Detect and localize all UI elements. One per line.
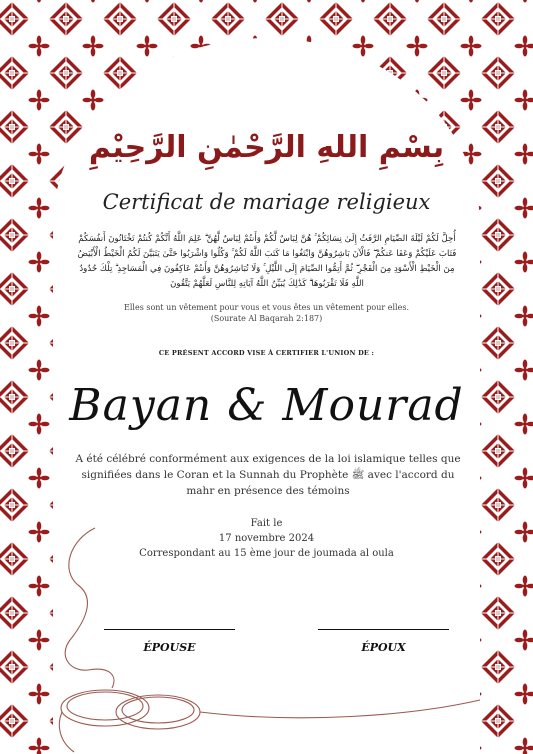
basmala: بِسْمِ اللهِ الرَّحْمٰنِ الرَّحِيْمِ [88, 130, 445, 165]
date-label: Fait le [250, 518, 283, 529]
quran-verse: أُحِلَّ لَكُمْ لَيْلَةَ الصِّيَامِ الرَّفَثُ إِلَىٰ نِسَائِكُمْ ۚ هُنَّ لِبَاسٌ لَّكُمْ وَأَنتُمْ لِبَاسٌ لَّهُنَّ ۗ عَلِمَ اللَّهُ أَنَّكُمْ كُنتُمْ تَخْتَانُونَ أَنفُسَكُمْ فَتَابَ عَلَيْكُمْ وَعَفَا عَنكُمْ ۖ فَالْآنَ بَاشِرُوهُنَّ وَابْتَغُوا مَا كَتَبَ اللَّهُ لَكُمْ ۚ وَكُلُوا وَاشْرَبُوا حَتَّىٰ يَتَبَيَّنَ لَكُمُ الْخَيْطُ الْأَبْيَضُ مِنَ الْخَيْطِ الْأَسْوَدِ مِنَ الْفَجْرِ ۖ ثُمَّ أَتِمُّوا الصِّيَامَ إِلَى اللَّيْلِ ۚ وَلَا تُبَاشِرُوهُنَّ وَأَنتُمْ عَاكِفُونَ فِي الْمَسَاجِدِ ۗ تِلْكَ حُدُودُ اللَّهِ فَلَا تَقْرَبُوهَا ۗ كَذَٰلِكَ يُبَيِّنُ اللَّهُ آيَاتِهِ لِلنَّاسِ لَعَلَّهُمْ يَتَّقُونَ [77, 234, 457, 289]
certification-text: A été célébré conformément aux exigences de la loi islamique telles que signifiées dans le Coran et la Sunnah du Prophète ﷺ avec l'accord du mahr en présence des témoins [75, 453, 461, 497]
union-intro: CE PRÉSENT ACCORD VISE À CERTIFIER L'UNION DE : [158, 349, 375, 357]
hijri-date: Correspondant au 15 ème jour de joumada al oula [139, 548, 394, 559]
couple-names: Bayan & Mourad [69, 380, 464, 431]
groom-label: ÉPOUX [361, 641, 406, 654]
bride-signature-line [104, 629, 235, 630]
date-value: 17 novembre 2024 [218, 533, 315, 544]
certificate-title: Certificat de mariage religieux [102, 190, 431, 214]
bride-label: ÉPOUSE [143, 641, 196, 654]
verse-reference: (Sourate Al Baqarah 2:187) [210, 314, 323, 323]
groom-signature-line [318, 629, 449, 630]
verse-translation: Elles sont un vêtement pour vous et vous êtes un vêtement pour elles. [124, 303, 409, 312]
